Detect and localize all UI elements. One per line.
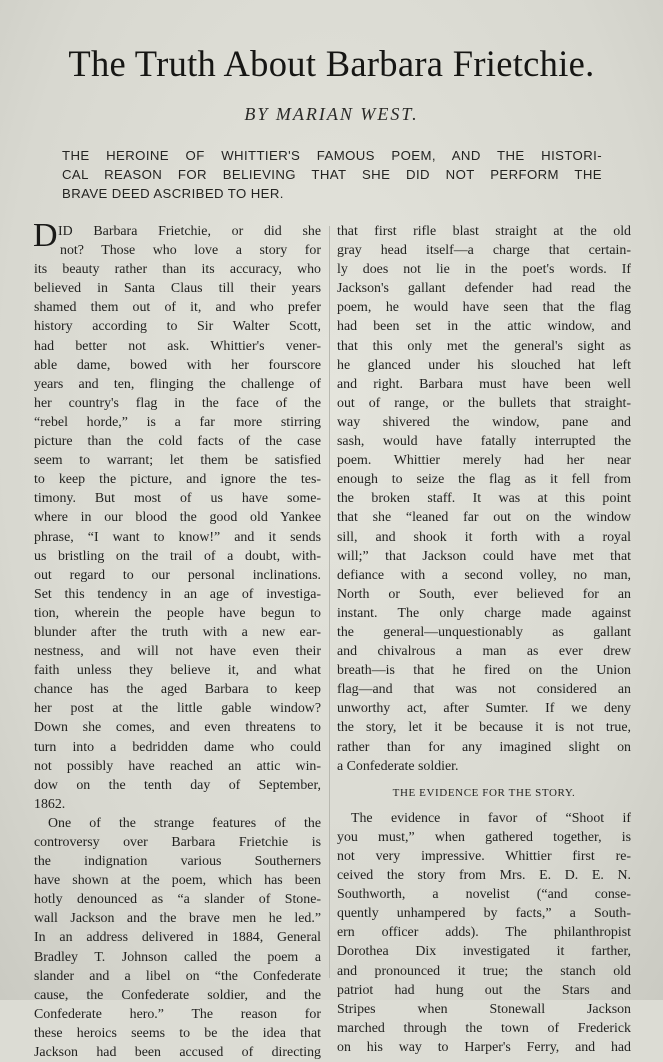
text-line: had better not ask. Whittier's vener- <box>34 338 321 354</box>
article-title: The Truth About Barbara Frietchie. <box>68 43 595 84</box>
text-line: enough to seize the flag as it fell from <box>337 472 631 488</box>
text-line: poem, he would have seen that the flag <box>337 300 631 316</box>
text-line: way shivered the window, pane and <box>337 414 631 430</box>
column-divider <box>329 226 330 978</box>
text-line: chance has the aged Barbara to keep <box>34 682 321 698</box>
subhead-line: THE HEROINE OF WHITTIER'S FAMOUS POEM, AND THE HISTORI- <box>62 148 602 163</box>
text-line: out of range, or the bullets that straight- <box>337 395 631 411</box>
text-line: not? Those who love a story for <box>60 243 321 259</box>
drop-cap: D <box>33 217 58 254</box>
text-line: history according to Sir Walter Scott, <box>34 319 321 335</box>
text-line: ern officer adds). The philanthropist <box>337 925 631 941</box>
text-line: and chivalrous a man as ever drew <box>337 644 631 660</box>
text-line: you must,” when gathered together, is <box>337 829 631 845</box>
text-line: turn into a bedridden dame who could <box>34 739 321 755</box>
text-line: not very impressive. Whittier first re- <box>337 849 631 864</box>
text-line: will;” that Jackson could have met that <box>337 548 631 564</box>
text-line: picture than the cold facts of the case <box>34 434 321 450</box>
text-line: her country's flag in the face of the <box>34 395 321 411</box>
text-line: not possibly have reached an attic win- <box>34 758 321 774</box>
text-line: Down she comes, and even threatens to <box>34 720 321 736</box>
text-line: able dame, bowed with her fourscore <box>34 357 321 373</box>
article-subhead <box>62 146 602 203</box>
text-line: its beauty rather than its accuracy, who <box>34 262 321 278</box>
text-line: believed in Santa Claus till their years <box>34 281 321 297</box>
subhead-line: CAL REASON FOR BELIEVING THAT SHE DID NOT PERFORM THE <box>62 167 602 182</box>
text-line: shamed them out of it, and who prefer <box>34 300 321 316</box>
text-line: Jackson's gallant defender had read the <box>337 281 631 297</box>
text-line: to keep the picture, and ignore the tes- <box>34 472 321 488</box>
text-line: the general—unquestionably as gallant <box>337 624 631 640</box>
text-line: Dorothea Dix investigated it farther, <box>337 944 631 960</box>
text-line: patriot had hung out the Stars and <box>337 982 631 998</box>
text-line: blunder after the truth with a new ear- <box>34 624 321 640</box>
text-line: have shown at the poem, which has been <box>34 873 321 889</box>
text-line: these heroics seems to be the idea that <box>34 1025 321 1041</box>
text-line: The evidence in favor of “Shoot if <box>351 810 631 826</box>
text-line: ID Barbara Frietchie, or did she <box>58 224 321 239</box>
left-column <box>33 217 321 1062</box>
article-byline: BY MARIAN WEST. <box>244 104 419 124</box>
text-line: where in our blood the good old Yankee <box>34 510 321 526</box>
text-line: the indignation various Southerners <box>34 854 321 870</box>
text-line: Jackson had been accused of directing <box>34 1045 321 1061</box>
text-line: out regard to our personal inclinations. <box>34 567 321 583</box>
text-line: her post at the little gable window? <box>34 701 321 717</box>
text-line: poem. Whittier merely had her near <box>337 453 631 469</box>
text-line: ceived the story from Mrs. E. D. E. N. <box>337 868 631 884</box>
text-line: Bradley T. Johnson called the poem a <box>34 949 321 965</box>
text-line: hotly denounced as “a slander of Stone- <box>34 892 321 908</box>
text-line: he glanced under his slouched hat left <box>337 357 631 373</box>
text-line: North or South, ever believed for an <box>337 586 631 602</box>
text-line: years and ten, flinging the challenge of <box>34 376 321 392</box>
section-heading: THE EVIDENCE FOR THE STORY. <box>392 786 576 799</box>
text-line: gray head itself—a charge that certain- <box>337 243 631 259</box>
text-line: on his way to Harper's Ferry, and had <box>337 1039 631 1055</box>
text-line: rather than for any imagined slight on <box>337 739 631 755</box>
subhead-line: BRAVE DEED ASCRIBED TO HER. <box>62 186 284 201</box>
text-line: timony. But most of us have some- <box>34 491 321 507</box>
text-line: breath—is that he fired on the Union <box>337 663 631 679</box>
text-line: ly does not lie in the poet's words. If <box>337 262 631 278</box>
text-line: defiance with a second volley, no man, <box>337 567 631 583</box>
text-line: the story, let it be because it is not true, <box>337 720 631 736</box>
text-line: Set this tendency in an age of investiga- <box>34 586 321 602</box>
text-line: instant. The only charge made against <box>337 605 631 621</box>
text-line: tion, wherein the people have begun to <box>34 605 321 621</box>
text-line: and right. Barbara must have been well <box>337 376 631 392</box>
text-line: slander and a libel on “the Confederate <box>34 968 321 984</box>
text-line: flag—and that was not considered an <box>337 682 631 698</box>
text-line: had been set in the attic window, and <box>337 319 631 335</box>
text-line: Confederate hero.” The reason for <box>34 1006 321 1022</box>
text-line: the broken staff. It was at this point <box>337 491 631 507</box>
text-line: sill, and shook it forth with a royal <box>337 529 631 545</box>
text-line: nestness, and will not have even their <box>34 644 321 660</box>
text-line: and pronounced it true; the stanch old <box>337 963 631 979</box>
text-line: Stripes when Stonewall Jackson <box>337 1001 631 1017</box>
text-line: In an address delivered in 1884, General <box>34 930 321 946</box>
text-line: that first rifle blast straight at the old <box>337 224 631 239</box>
text-line: sash, would have fatally interrupted the <box>337 434 631 450</box>
text-line: controversy over Barbara Frietchie is <box>34 835 321 850</box>
text-line: Southworth, a novelist (“and conse- <box>337 887 631 903</box>
text-line: wall Jackson and the brave men he led.” <box>34 911 321 927</box>
text-line: that this only met the general's sight as <box>337 338 631 354</box>
text-line: seem to warrant; let them be satisfied <box>34 453 321 469</box>
text-line: that she “leaned far out on the window <box>337 510 631 526</box>
text-line: a Confederate soldier. <box>337 758 459 774</box>
right-column <box>337 222 631 1057</box>
text-line: dow on the tenth day of September, <box>34 777 321 793</box>
text-line: marched through the town of Frederick <box>337 1020 631 1036</box>
text-line: cause, the Confederate soldier, and the <box>34 987 321 1003</box>
text-line: One of the strange features of the <box>48 815 321 831</box>
text-line: phrase, “I want to know!” and it sends <box>34 529 321 545</box>
text-line: unworthy act, after Sumter. If we deny <box>337 701 631 717</box>
text-line: faith unless they believe it, and what <box>34 663 321 679</box>
text-line: “rebel horde,” is a far more stirring <box>34 414 321 430</box>
text-line: 1862. <box>34 796 66 812</box>
text-line: us bristling on the trail of a doubt, with- <box>34 548 321 564</box>
text-line: quently unhampered by facts,” a South- <box>337 906 631 922</box>
